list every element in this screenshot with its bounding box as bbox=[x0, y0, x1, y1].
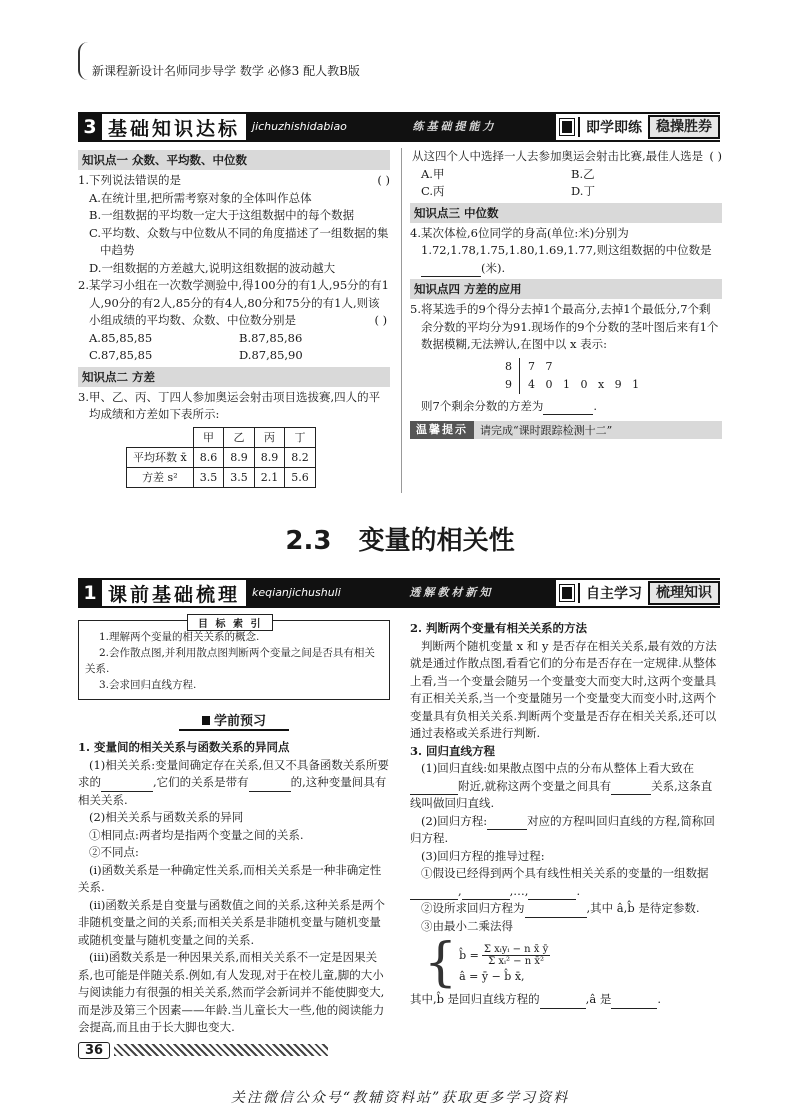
s1-p7: (ⅲ)函数关系是一种因果关系,而相关关系不一定是因果关系,也可能是伴随关系.例如,有人发现,对于在校儿童,脚的大小与阅读能力有很强的相关关系,然而学会新词并不能使脚变大,而是涉及第三个因素——年龄.当儿童长大一些,他的阅读能力会提高,而且由于长大脚也变大. bbox=[78, 950, 385, 1034]
brace: { bbox=[424, 933, 458, 993]
goal-item: 1.理解两个变量的相关关系的概念. bbox=[99, 631, 260, 643]
q2-options-row2 bbox=[78, 347, 390, 365]
preview-heading: 学前预习 bbox=[179, 710, 289, 731]
stem: 9 bbox=[505, 376, 520, 394]
banner-tag-1: 自主学习 bbox=[578, 583, 648, 603]
left-column-bottom bbox=[78, 620, 390, 1037]
s3-p1: (1)回归直线:如果散点图中点的分布从整体上看大致在附近,就称这两个变量之间具有 关系,这条直线叫做回归直线. bbox=[410, 761, 713, 810]
banner-title: 课前基础梳理 bbox=[108, 583, 241, 606]
banner-basic-knowledge bbox=[78, 112, 720, 142]
q5-stem: 5.将某选手的9个得分去掉1个最高分,去掉1个最低分,7个剩余分数的平均分为91.现场作的9个分数的茎叶图后来有1个数据模糊,无法辨认,在图中以 x 表示: bbox=[410, 302, 719, 351]
tip-bar bbox=[410, 421, 722, 439]
page-number: 36 bbox=[78, 1042, 110, 1059]
stem-leaf-row bbox=[505, 376, 722, 394]
s1-title: 1. 变量间的相关关系与函数关系的异同点 bbox=[78, 740, 290, 754]
table-cell: 2.1 bbox=[254, 467, 285, 487]
banner-tag-1: 即学即练 bbox=[578, 117, 648, 137]
table-row bbox=[127, 427, 316, 447]
right-column bbox=[410, 148, 722, 439]
right-column-bottom bbox=[410, 620, 722, 1009]
s3-title: 3. 回归直线方程 bbox=[410, 743, 496, 758]
table-row bbox=[127, 447, 316, 467]
square-icon bbox=[560, 119, 574, 135]
q5-end: 则7个剩余分数的方差为 . bbox=[410, 398, 722, 416]
fraction: $\frac{\text{Σ xᵢyᵢ − n x̄ ȳ}}{\text{Σ xᵢ² − n x̄²}}$ bbox=[483, 943, 549, 967]
table-header: 丁 bbox=[285, 427, 316, 447]
stem-leaf-row bbox=[505, 358, 722, 376]
q1-option-c: C.平均数、众数与中位数从不同的角度描述了一组数据的集中趋势 bbox=[89, 225, 389, 257]
banner-pinyin: keqianjichushuli bbox=[246, 580, 347, 606]
footer-note: 关注微信公众号“教辅资料站”获取更多学习资料 bbox=[230, 1090, 570, 1106]
goals-box bbox=[78, 620, 390, 700]
q1-option-d: D.一组数据的方差越大,说明这组数据的波动越大 bbox=[89, 260, 336, 275]
q3-option-c: C.丙 bbox=[421, 184, 445, 198]
knowledge-point-3: 知识点三 中位数 bbox=[410, 203, 722, 223]
s3-p7: 其中,b̂ 是回归直线方程的 ,â 是 . bbox=[410, 991, 722, 1009]
q3-continued: 从这四个人中选择一人去参加奥运会射击比赛,最佳人选是 ( ) bbox=[412, 149, 722, 163]
table-row bbox=[127, 467, 316, 487]
knowledge-point-2: 知识点二 方差 bbox=[78, 367, 390, 387]
header-title: 新课程新设计名师同步导学 数学 必修3 配人教B版 bbox=[92, 64, 360, 78]
table-header: 乙 bbox=[224, 427, 255, 447]
banner-title: 基础知识达标 bbox=[108, 117, 241, 140]
banner-number: 3 bbox=[78, 114, 102, 140]
section-title: 2.3 变量的相关性 bbox=[285, 526, 515, 556]
q1-option-a: A.在统计里,把所需考察对象的全体叫作总体 bbox=[89, 190, 312, 205]
q3-option-a: A.甲 bbox=[421, 166, 445, 181]
table-cell: 8.2 bbox=[285, 447, 316, 467]
q2-option-c: C.87,85,85 bbox=[89, 348, 153, 362]
left-column bbox=[78, 148, 390, 488]
variance-table bbox=[126, 427, 316, 488]
s3-p6: ③由最小二乘法得 bbox=[421, 918, 513, 933]
header-bracket bbox=[78, 42, 88, 80]
banner-pre-class bbox=[78, 578, 720, 608]
s1-p2: (2)相关关系与函数关系的异同 bbox=[89, 810, 244, 824]
banner-number: 1 bbox=[78, 580, 102, 606]
q3-option-d: D.丁 bbox=[571, 184, 595, 198]
s3-p4: ①假设已经得到两个具有线性相关关系的变量的一组数据, ,…, . bbox=[410, 865, 722, 900]
table-header: 甲 bbox=[193, 427, 224, 447]
q3-options-row1 bbox=[410, 166, 722, 184]
banner-slogan: 透解教材新知 bbox=[347, 580, 556, 606]
tip-label: 温馨提示 bbox=[410, 421, 474, 439]
s2-p1: 判断两个随机变量 x 和 y 是否存在相关关系,最有效的方法就是通过作散点图,看看它们的分布是否存在一定规律.从整体上看,当一个变量会随另一个变量变大而变大时,这两个变量具有正相关关系,当一个变量随另一个变量变大而变小时,这两个变量具有负相关关系.判断两个变量是否存在相关关系,还可以通过表格或关系进行判断. bbox=[410, 638, 717, 740]
table-header: 丙 bbox=[254, 427, 285, 447]
s2-title: 2. 判断两个变量有相关关系的方法 bbox=[410, 621, 588, 635]
s3-p5: ②设所求回归方程为 ,其中 â,b̂ 是待定参数. bbox=[410, 900, 722, 918]
stem-leaf-plot bbox=[505, 358, 722, 394]
s1-p5: (ⅰ)函数关系是一种确定性关系,而相关关系是一种非确定性关系. bbox=[78, 862, 382, 894]
least-squares-formula: { b̂ = $\frac{\text{Σ xᵢyᵢ − n x̄ ȳ}}{\text{Σ xᵢ² − n x̄²}}$ â = ȳ − b̂ x̄, bbox=[424, 933, 549, 993]
q1-stem: 1.下列说法错误的是 ( ) bbox=[78, 173, 390, 187]
table-cell: 方差 s² bbox=[127, 467, 194, 487]
table-header bbox=[127, 427, 194, 447]
square-icon bbox=[560, 585, 574, 601]
hatch-decoration bbox=[114, 1044, 328, 1056]
leaves: 4 0 1 0 x 9 1 bbox=[528, 377, 640, 391]
q3-options-row2 bbox=[410, 183, 722, 201]
q3-option-b: B.乙 bbox=[571, 166, 595, 181]
s1-p6: (ⅱ)函数关系是自变量与函数值之间的关系,这种关系是两个非随机变量之间的关系;而相关关系是非随机变量与随机变量或随机变量与随机变量之间的关系. bbox=[78, 897, 385, 947]
goals-title: 目 标 索 引 bbox=[187, 614, 273, 631]
knowledge-point-1: 知识点一 众数、平均数、中位数 bbox=[78, 150, 390, 170]
column-divider bbox=[401, 148, 402, 493]
table-cell: 8.9 bbox=[224, 447, 255, 467]
s3-p2: (2)回归方程: 对应的方程叫回归直线的方程,简称回归方程. bbox=[410, 813, 715, 845]
knowledge-point-4: 知识点四 方差的应用 bbox=[410, 279, 722, 299]
banner-tag-2: 梳理知识 bbox=[648, 581, 720, 605]
q2-options-row1 bbox=[78, 330, 390, 348]
q2-stem: 2.某学习小组在一次数学测验中,得100分的有1人,95分的有1人,90分的有2人,85分的有4人,80分和75分的有1人,则该小组成绩的平均数、众数、中位数分别是 ( ) bbox=[78, 278, 389, 327]
leaves: 7 7 bbox=[528, 359, 553, 373]
q1-option-b: B.一组数据的平均数一定大于这组数据中的每个数据 bbox=[89, 208, 355, 222]
goal-item: 2.会作散点图,并利用散点图判断两个变量之间是否具有相关关系. bbox=[85, 647, 375, 675]
s1-p3: ①相同点:两者均是指两个变量之间的关系. bbox=[89, 827, 304, 842]
s3-p3: (3)回归方程的推导过程: bbox=[421, 848, 545, 863]
table-cell: 8.9 bbox=[254, 447, 285, 467]
square-icon bbox=[202, 716, 210, 725]
stem: 8 bbox=[505, 358, 520, 376]
q2-option-b: B.87,85,86 bbox=[239, 330, 303, 345]
table-cell: 8.6 bbox=[193, 447, 224, 467]
page-number-bar bbox=[78, 1040, 328, 1060]
banner-pinyin: jichuzhishidabiao bbox=[246, 114, 353, 140]
s1-p4: ②不同点: bbox=[89, 845, 139, 859]
banner-slogan: 练基础提能力 bbox=[353, 114, 556, 140]
q3-stem: 3.甲、乙、丙、丁四人参加奥运会射击项目选拔赛,四人的平均成绩和方差如下表所示: bbox=[78, 389, 381, 421]
q2-option-a: A.85,85,85 bbox=[89, 330, 153, 345]
table-cell: 5.6 bbox=[285, 467, 316, 487]
s1-p1: (1)相关关系:变量间确定存在关系,但又不具备函数关系所要求的 ,它们的关系是带有 的,这种变量间具有相关关系. bbox=[78, 757, 389, 807]
goal-item: 3.会求回归直线方程. bbox=[99, 679, 197, 691]
table-cell: 平均环数 x̄ bbox=[127, 447, 194, 467]
table-cell: 3.5 bbox=[193, 467, 224, 487]
banner-tag-2: 稳操胜券 bbox=[648, 115, 720, 139]
tip-text: 请完成“课时跟踪检测十二” bbox=[480, 424, 613, 437]
q4-stem: 4.某次体检,6位同学的身高(单位:米)分别为1.72,1.78,1.75,1.80,1.69,1.77,则这组数据的中位数是(米). bbox=[410, 225, 722, 278]
table-cell: 3.5 bbox=[224, 467, 255, 487]
q2-option-d: D.87,85,90 bbox=[239, 348, 303, 362]
